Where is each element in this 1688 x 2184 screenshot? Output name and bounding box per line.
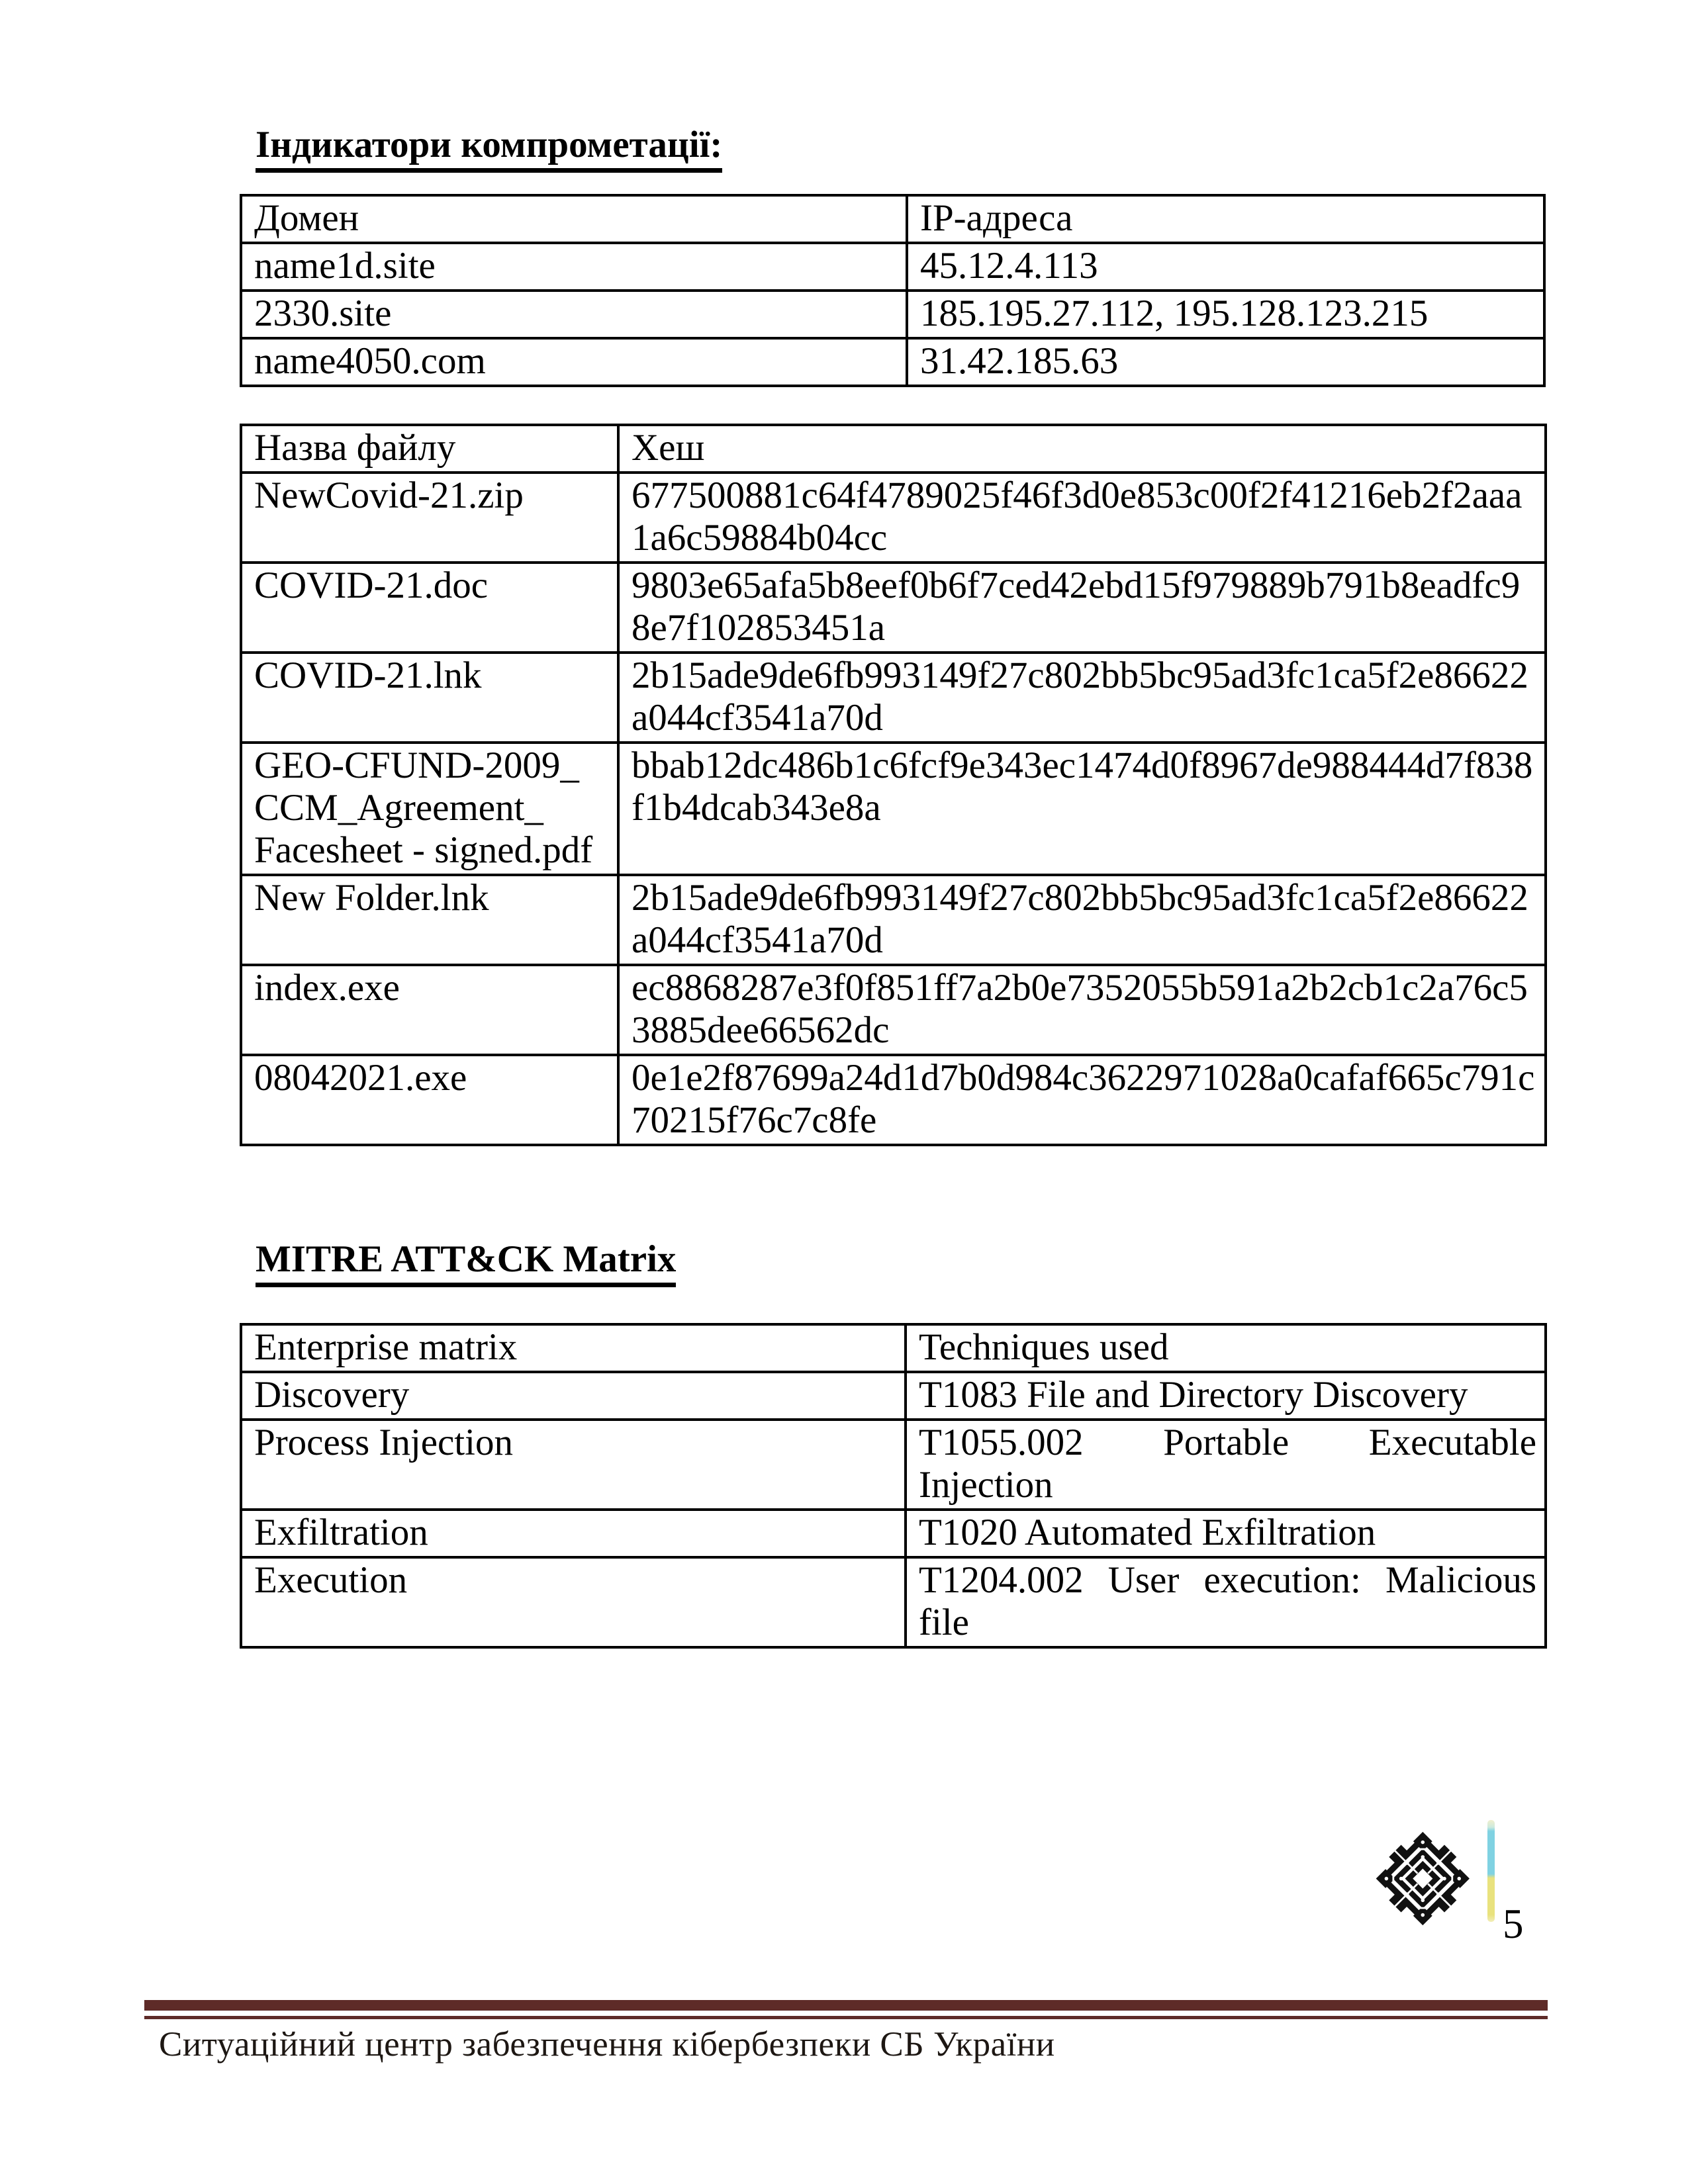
tactic-cell: Execution (241, 1557, 906, 1647)
file-name-cell: New Folder.lnk (241, 875, 618, 965)
hash-cell: 9803e65afa5b8eef0b6f7ced42ebd15f979889b791b8eadfc98e7f102853451a (618, 563, 1546, 653)
column-header-filename: Назва файлу (241, 425, 618, 473)
hash-cell: 0e1e2f87699a24d1d7b0d984c3622971028a0cafaf665c791c70215f76c7c8fe (618, 1055, 1546, 1145)
table-row (241, 743, 1546, 875)
column-header-domain: Домен (241, 195, 907, 243)
mitre-attack-table (240, 1323, 1547, 1649)
domain-cell: name1d.site (241, 243, 907, 291)
hash-cell: bbab12dc486b1c6fcf9e343ec1474d0f8967de988444d7f838f1b4dcab343e8a (618, 743, 1546, 875)
column-header-hash: Хеш (618, 425, 1546, 473)
file-name-cell: 08042021.exe (241, 1055, 618, 1145)
ip-cell: 31.42.185.63 (907, 338, 1544, 386)
hash-cell: 2b15ade9de6fb993149f27c802bb5bc95ad3fc1ca5f2e86622a044cf3541a70d (618, 875, 1546, 965)
tactic-cell: Process Injection (241, 1420, 906, 1510)
file-hash-table (240, 424, 1547, 1146)
file-name-cell: COVID-21.lnk (241, 653, 618, 743)
table-header-row (241, 1324, 1546, 1372)
ukraine-flag-bar (1487, 1820, 1495, 1922)
file-name-cell: index.exe (241, 965, 618, 1055)
table-row (241, 1420, 1546, 1510)
mitre-heading (256, 1238, 676, 1287)
domains-ip-table (240, 194, 1546, 387)
table-header-row (241, 425, 1546, 473)
hash-cell: 2b15ade9de6fb993149f27c802bb5bc95ad3fc1ca5f2e86622a044cf3541a70d (618, 653, 1546, 743)
table-row (241, 338, 1544, 386)
column-header-enterprise-matrix: Enterprise matrix (241, 1324, 906, 1372)
column-header-ip: IP-адреса (907, 195, 1544, 243)
file-name-cell: NewCovid-21.zip (241, 473, 618, 563)
mitre-heading-text: MITRE ATT&CK Matrix (256, 1238, 676, 1287)
footer-rule-thin (144, 2016, 1548, 2019)
table-row (241, 653, 1546, 743)
sbu-cyber-logo-icon (1373, 1825, 1471, 1931)
ip-cell: 185.195.27.112, 195.128.123.215 (907, 291, 1544, 338)
tactic-cell: Discovery (241, 1372, 906, 1420)
column-header-techniques-used: Techniques used (906, 1324, 1546, 1372)
table-row (241, 965, 1546, 1055)
footer-rule-thick (144, 2000, 1548, 2011)
hash-cell: 677500881c64f4789025f46f3d0e853c00f2f41216eb2f2aaa1a6c59884b04cc (618, 473, 1546, 563)
table-row (241, 1557, 1546, 1647)
file-name-cell: COVID-21.doc (241, 563, 618, 653)
technique-cell: T1020 Automated Exfiltration (906, 1510, 1546, 1557)
file-name-cell: GEO-CFUND-2009_​CCM_​Agreement_​Facesheet - signed.pdf (241, 743, 618, 875)
technique-cell: T1204.002 User execution: Malicious file (906, 1557, 1546, 1647)
hash-cell: ec8868287e3f0f851ff7a2b0e7352055b591a2b2cb1c2a76c53885dee66562dc (618, 965, 1546, 1055)
table-row (241, 1055, 1546, 1145)
footer-text: Ситуаційний центр забезпечення кібербезпеки СБ України (159, 2025, 1055, 2064)
technique-cell: T1055.002 Portable Executable Injection (906, 1420, 1546, 1510)
table-header-row (241, 195, 1544, 243)
table-row (241, 243, 1544, 291)
domain-cell: 2330.site (241, 291, 907, 338)
table-row (241, 875, 1546, 965)
technique-cell: T1083 File and Directory Discovery (906, 1372, 1546, 1420)
table-row (241, 291, 1544, 338)
page-title-text: Індикатори компрометації: (256, 123, 722, 173)
tactic-cell: Exfiltration (241, 1510, 906, 1557)
page-number: 5 (1503, 1901, 1524, 1947)
domain-cell: name4050.com (241, 338, 907, 386)
table-row (241, 1372, 1546, 1420)
page-title (256, 123, 722, 173)
ip-cell: 45.12.4.113 (907, 243, 1544, 291)
table-row (241, 563, 1546, 653)
table-row (241, 473, 1546, 563)
table-row (241, 1510, 1546, 1557)
